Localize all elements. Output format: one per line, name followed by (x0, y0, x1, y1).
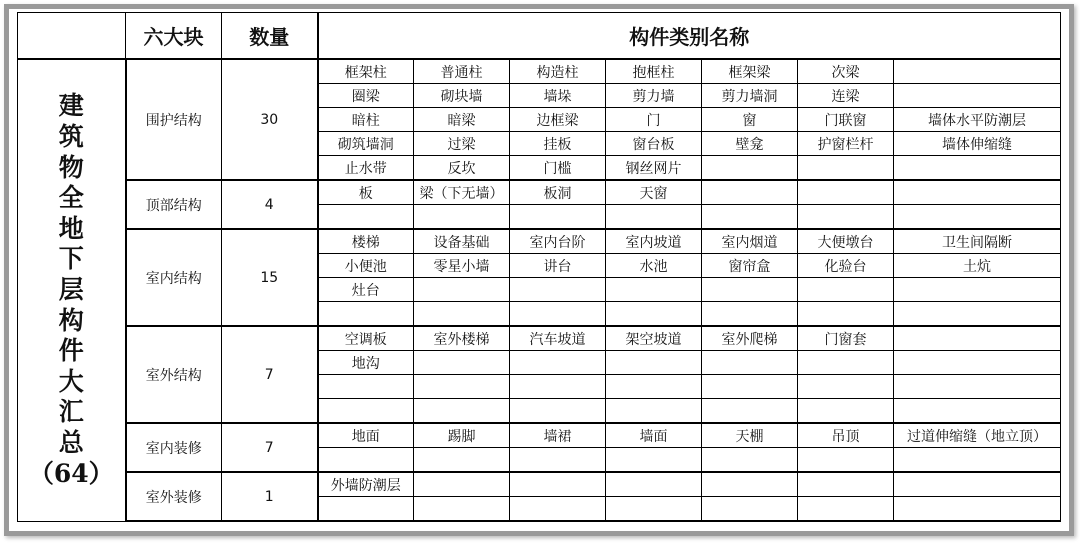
component-cell: 墙裙 (510, 423, 606, 448)
component-cell: 剪力墙 (606, 84, 702, 108)
count-cell: 30 (222, 59, 318, 180)
component-cell: 剪力墙洞 (702, 84, 798, 108)
component-cell (894, 497, 1061, 522)
component-cell: 室外楼梯 (414, 326, 510, 351)
component-cell (510, 375, 606, 399)
component-cell: 卫生间隔断 (894, 229, 1061, 254)
category-cell: 室内装修 (126, 423, 222, 472)
component-cell (510, 472, 606, 497)
component-cell (510, 302, 606, 327)
component-cell: 过梁 (414, 132, 510, 156)
component-cell (702, 302, 798, 327)
component-cell: 普通柱 (414, 59, 510, 84)
component-cell (510, 448, 606, 473)
count-cell: 7 (222, 423, 318, 472)
component-cell: 板 (318, 180, 414, 205)
side-title-char: 大 (58, 366, 84, 396)
component-cell (606, 375, 702, 399)
component-cell: 天棚 (702, 423, 798, 448)
header-count: 数量 (222, 13, 318, 60)
component-cell (798, 399, 894, 424)
component-cell (798, 497, 894, 522)
component-cell (798, 302, 894, 327)
component-cell: 反坎 (414, 156, 510, 181)
component-cell: 挂板 (510, 132, 606, 156)
count-cell: 15 (222, 229, 318, 326)
component-cell (894, 375, 1061, 399)
component-cell: 窗台板 (606, 132, 702, 156)
category-cell: 室外装修 (126, 472, 222, 521)
component-cell: 梁（下无墙） (414, 180, 510, 205)
component-cell (414, 399, 510, 424)
component-cell (894, 278, 1061, 302)
component-cell: 止水带 (318, 156, 414, 181)
component-cell (798, 351, 894, 375)
component-cell: 零星小墙 (414, 254, 510, 278)
component-cell (606, 497, 702, 522)
component-cell: 室外爬梯 (702, 326, 798, 351)
component-cell: 暗梁 (414, 108, 510, 132)
component-cell: 门 (606, 108, 702, 132)
component-cell (798, 156, 894, 181)
component-cell: 框架柱 (318, 59, 414, 84)
component-cell (894, 448, 1061, 473)
component-cell: 次梁 (798, 59, 894, 84)
component-summary-table (17, 12, 1061, 522)
component-cell: 暗柱 (318, 108, 414, 132)
component-cell (606, 278, 702, 302)
component-cell: 钢丝网片 (606, 156, 702, 181)
category-cell: 顶部结构 (126, 180, 222, 229)
component-cell (702, 278, 798, 302)
component-cell (606, 448, 702, 473)
component-cell: 土炕 (894, 254, 1061, 278)
component-cell: 吊顶 (798, 423, 894, 448)
component-cell: 框架梁 (702, 59, 798, 84)
side-title-char: 全 (58, 183, 84, 213)
component-cell: 外墙防潮层 (318, 472, 414, 497)
component-cell (606, 472, 702, 497)
component-cell (510, 399, 606, 424)
component-cell (702, 375, 798, 399)
component-cell (414, 278, 510, 302)
component-cell: 连梁 (798, 84, 894, 108)
component-cell (702, 497, 798, 522)
component-cell: 地沟 (318, 351, 414, 375)
side-title-char: 地 (58, 213, 84, 243)
category-cell: 室外结构 (126, 326, 222, 423)
table-row (18, 472, 1061, 497)
side-title (18, 59, 126, 521)
component-cell (894, 302, 1061, 327)
component-cell: 壁龛 (702, 132, 798, 156)
component-cell: 墙垛 (510, 84, 606, 108)
component-cell: 墙体水平防潮层 (894, 108, 1061, 132)
component-cell: 圈梁 (318, 84, 414, 108)
component-cell: 门联窗 (798, 108, 894, 132)
component-cell (894, 472, 1061, 497)
component-cell (702, 448, 798, 473)
component-cell (702, 205, 798, 230)
component-cell (702, 399, 798, 424)
component-cell (606, 351, 702, 375)
component-cell: 室内烟道 (702, 229, 798, 254)
side-title-char: 筑 (58, 121, 84, 151)
component-cell: 构造柱 (510, 59, 606, 84)
side-title-char: 下 (58, 244, 84, 274)
component-cell: 砌筑墙洞 (318, 132, 414, 156)
side-title-char: 件 (58, 336, 84, 366)
component-cell (606, 205, 702, 230)
component-cell: 室内坡道 (606, 229, 702, 254)
component-cell (606, 399, 702, 424)
component-cell (318, 399, 414, 424)
component-cell: 架空坡道 (606, 326, 702, 351)
side-title-char: 汇 (58, 397, 84, 427)
component-cell: 灶台 (318, 278, 414, 302)
table-row (18, 180, 1061, 205)
table-row (18, 229, 1061, 254)
component-cell (510, 497, 606, 522)
component-cell (318, 497, 414, 522)
side-title-char: 物 (58, 152, 84, 182)
component-cell (894, 84, 1061, 108)
component-cell: 水池 (606, 254, 702, 278)
component-cell (702, 351, 798, 375)
component-cell (798, 205, 894, 230)
component-cell (318, 302, 414, 327)
component-cell: 地面 (318, 423, 414, 448)
header-names: 构件类别名称 (318, 13, 1061, 60)
component-cell: 室内台阶 (510, 229, 606, 254)
side-title-char: （64） (28, 458, 114, 488)
component-cell (798, 180, 894, 205)
component-cell (894, 351, 1061, 375)
component-cell: 墙体伸缩缝 (894, 132, 1061, 156)
count-cell: 4 (222, 180, 318, 229)
component-cell (606, 302, 702, 327)
component-cell: 空调板 (318, 326, 414, 351)
table-row (18, 59, 1061, 84)
count-cell: 7 (222, 326, 318, 423)
component-cell: 抱框柱 (606, 59, 702, 84)
component-cell: 化验台 (798, 254, 894, 278)
component-cell (510, 278, 606, 302)
component-cell (798, 375, 894, 399)
table-row (18, 326, 1061, 351)
component-cell: 天窗 (606, 180, 702, 205)
component-cell (798, 278, 894, 302)
component-cell: 墙面 (606, 423, 702, 448)
component-cell (894, 156, 1061, 181)
component-cell: 护窗栏杆 (798, 132, 894, 156)
component-cell: 楼梯 (318, 229, 414, 254)
component-cell (894, 399, 1061, 424)
side-title-char: 建 (58, 91, 84, 121)
component-cell (414, 351, 510, 375)
header-row (18, 13, 1061, 60)
count-cell: 1 (222, 472, 318, 521)
component-cell: 大便墩台 (798, 229, 894, 254)
component-cell: 板洞 (510, 180, 606, 205)
component-cell (702, 472, 798, 497)
component-cell (414, 448, 510, 473)
component-cell (894, 205, 1061, 230)
component-cell: 门窗套 (798, 326, 894, 351)
category-cell: 室内结构 (126, 229, 222, 326)
component-cell (798, 448, 894, 473)
component-cell: 汽车坡道 (510, 326, 606, 351)
component-cell (798, 472, 894, 497)
component-cell: 门槛 (510, 156, 606, 181)
component-cell (414, 472, 510, 497)
component-cell (414, 497, 510, 522)
component-cell (510, 205, 606, 230)
component-cell: 砌块墙 (414, 84, 510, 108)
component-cell (894, 180, 1061, 205)
component-cell (894, 59, 1061, 84)
component-cell (510, 351, 606, 375)
component-cell (894, 326, 1061, 351)
table-row (18, 423, 1061, 448)
component-cell (414, 302, 510, 327)
component-cell (702, 156, 798, 181)
component-cell: 过道伸缩缝（地立顶） (894, 423, 1061, 448)
component-cell (414, 205, 510, 230)
component-cell: 窗帘盒 (702, 254, 798, 278)
side-title-char: 总 (58, 427, 84, 457)
header-category: 六大块 (126, 13, 222, 60)
component-cell: 边框梁 (510, 108, 606, 132)
component-cell (318, 448, 414, 473)
component-cell: 小便池 (318, 254, 414, 278)
side-title-char: 层 (58, 274, 84, 304)
side-title-char: 构 (58, 305, 84, 335)
category-cell: 围护结构 (126, 59, 222, 180)
component-cell (318, 375, 414, 399)
component-cell: 踢脚 (414, 423, 510, 448)
component-cell (414, 375, 510, 399)
component-cell: 设备基础 (414, 229, 510, 254)
component-cell: 窗 (702, 108, 798, 132)
component-cell (318, 205, 414, 230)
header-blank (18, 13, 126, 60)
component-cell: 讲台 (510, 254, 606, 278)
component-cell (702, 180, 798, 205)
